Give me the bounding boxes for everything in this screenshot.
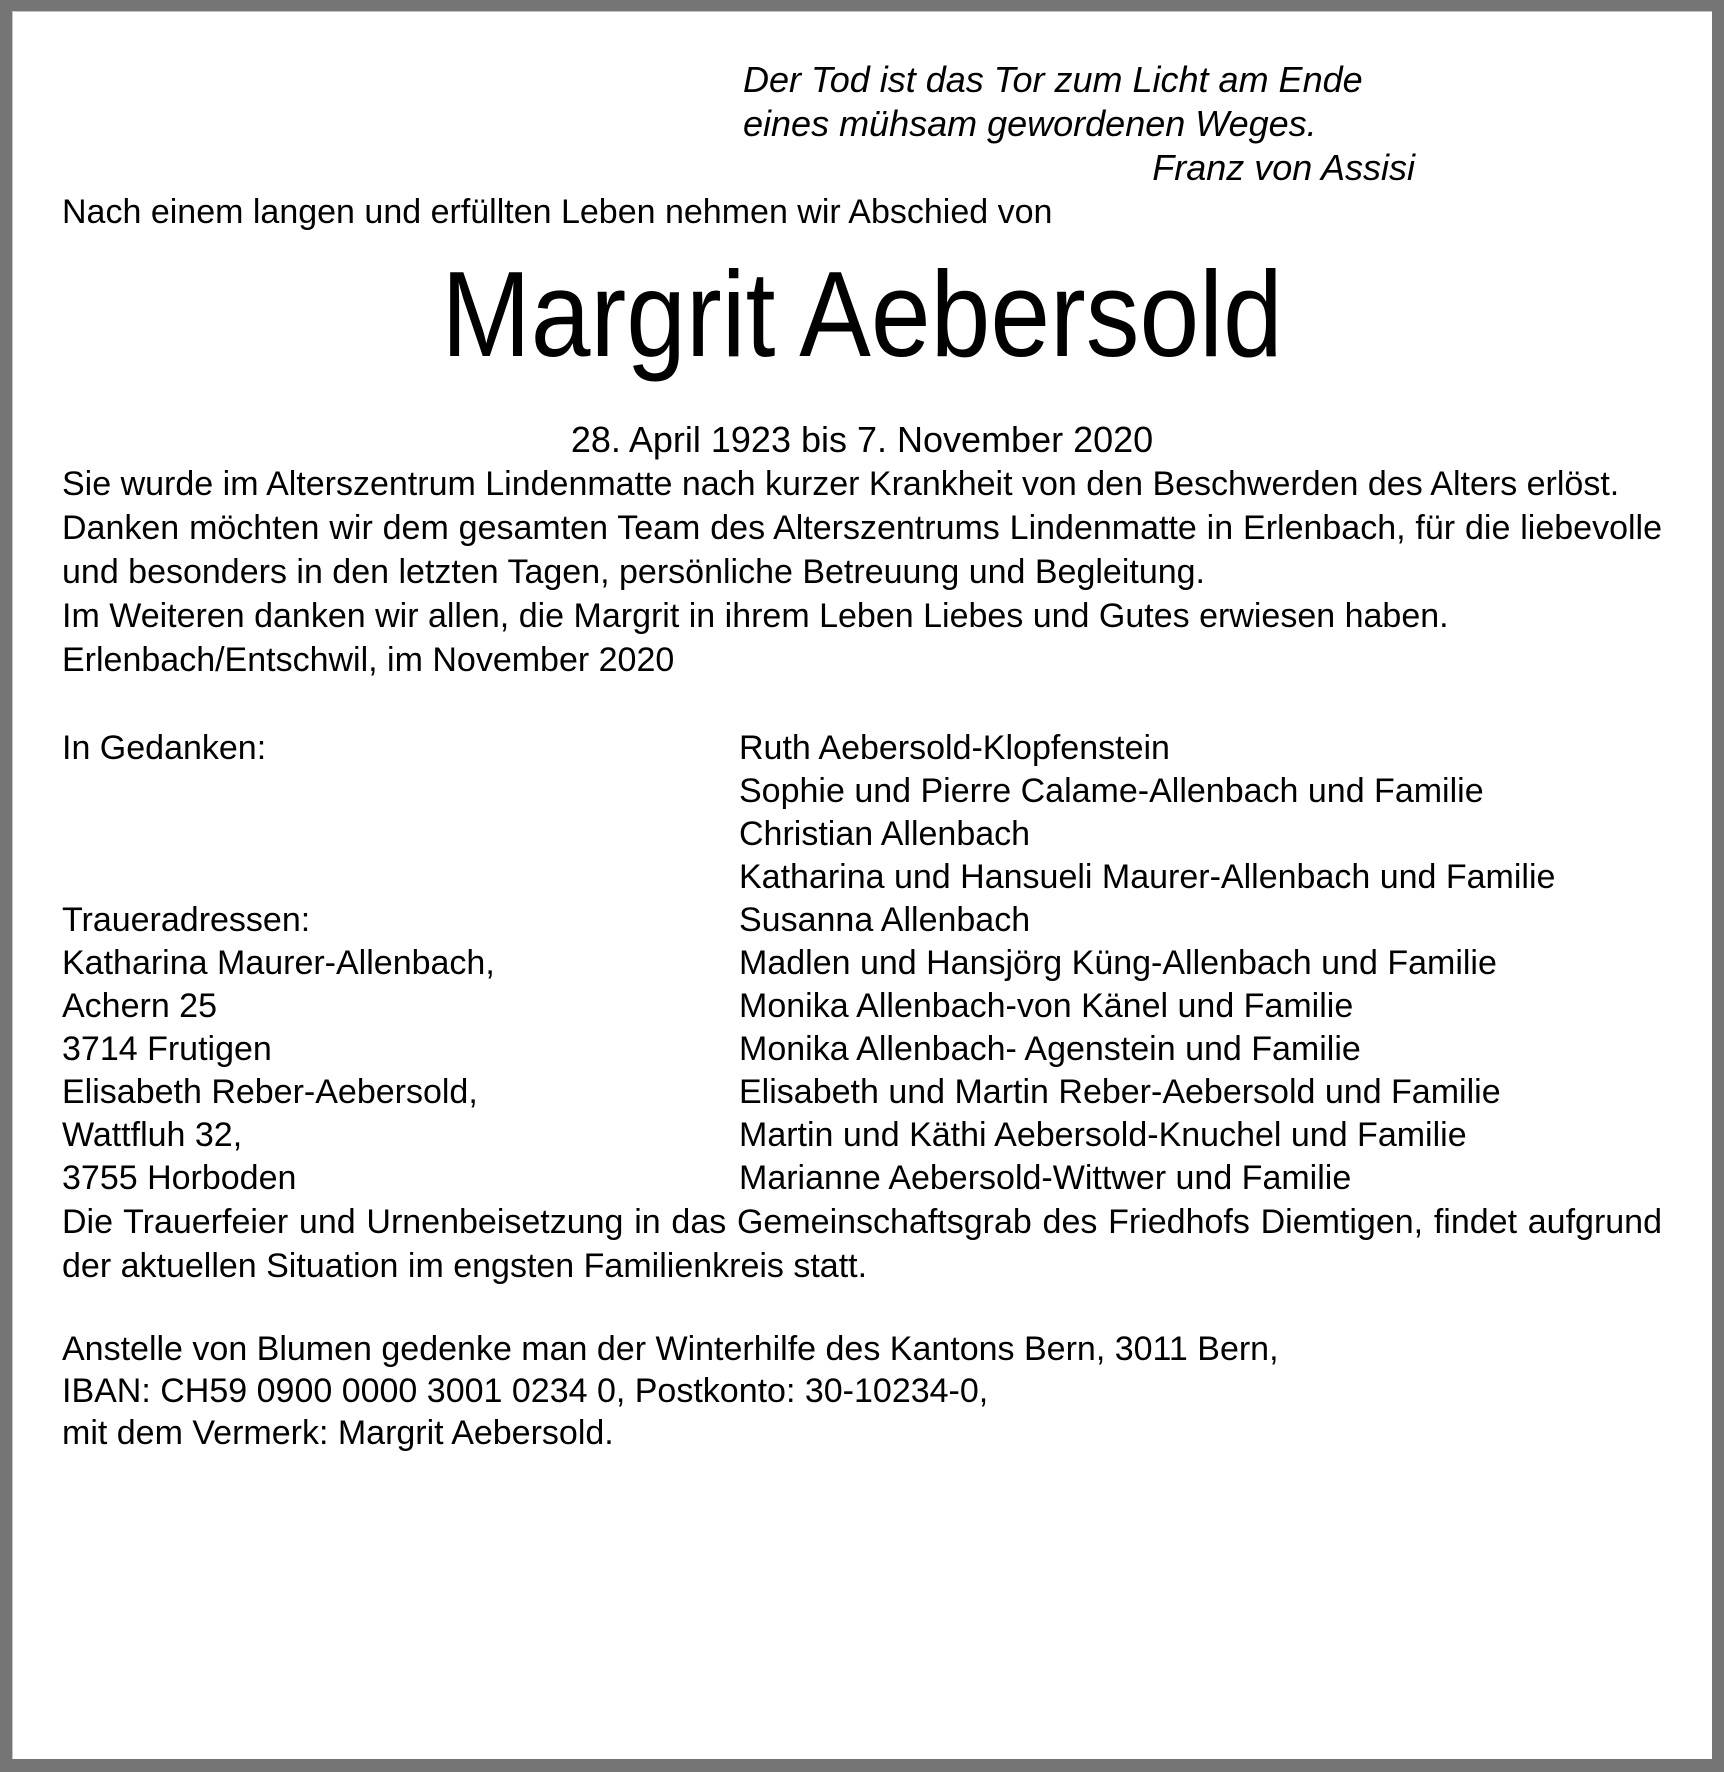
life-dates: 28. April 1923 bis 7. November 2020 <box>570 419 1154 460</box>
place-date-line: Erlenbach/Entschwil, im November 2020 <box>62 641 675 679</box>
mourning-row <box>62 1071 1662 1114</box>
mourning-row <box>62 856 1662 899</box>
mourning-row <box>62 813 1662 856</box>
mourning-row <box>62 727 1662 770</box>
mourning-row <box>62 1114 1662 1157</box>
mourner-name: Monika Allenbach-von Känel und Familie <box>739 987 1354 1025</box>
mourner-name: Monika Allenbach- Agenstein und Familie <box>739 1030 1361 1068</box>
mourner-name: Elisabeth und Martin Reber-Aebersold und Familie <box>739 1073 1501 1111</box>
donation-line: Anstelle von Blumen gedenke man der Winterhilfe des Kantons Bern, 3011 Bern, <box>62 1330 1279 1368</box>
epigraph-attribution: Franz von Assisi <box>1152 147 1415 188</box>
donation-line-reference: mit dem Vermerk: Margrit Aebersold. <box>62 1414 614 1452</box>
epigraph <box>743 58 1415 190</box>
mourning-left-label: Wattfluh 32, <box>62 1116 243 1154</box>
paragraph-death-circumstances: Sie wurde im Alterszentrum Lindenmatte nach kurzer Krankheit von den Beschwerden des Alters erlöst. <box>62 465 1620 503</box>
paragraph-thanks-team: Danken möchten wir dem gesamten Team des Alterszentrums Lindenmatte in Erlenbach, für die liebevolle und besonders in den letzten Tagen, persönliche Betreuung und Begleitung. <box>62 509 1662 591</box>
mourning-row <box>62 770 1662 813</box>
deceased-name <box>62 244 1662 384</box>
mourning-row <box>62 899 1662 942</box>
intro-line: Nach einem langen und erfüllten Leben nehmen wir Abschied von <box>62 193 1053 231</box>
mourning-row <box>62 1157 1662 1200</box>
donation-line-iban: IBAN: CH59 0900 0000 3001 0234 0, Postkonto: 30-10234-0, <box>62 1372 989 1410</box>
mourner-name: Christian Allenbach <box>739 815 1031 853</box>
mourner-name: Martin und Käthi Aebersold-Knuchel und Familie <box>739 1116 1467 1154</box>
obituary-content <box>12 11 1712 1454</box>
mourning-left-label: Achern 25 <box>62 987 217 1025</box>
mourner-name: Katharina und Hansueli Maurer-Allenbach und Familie <box>739 858 1556 896</box>
epigraph-line: eines mühsam gewordenen Weges. <box>743 103 1317 144</box>
donation-section <box>62 1328 1662 1454</box>
mourning-left-label: Elisabeth Reber-Aebersold, <box>62 1073 478 1111</box>
paragraph-thanks-all: Im Weiteren danken wir allen, die Margrit in ihrem Leben Liebes und Gutes erwiesen haben. <box>62 597 1449 635</box>
paragraph-funeral: Die Trauerfeier und Urnenbeisetzung in das Gemeinschaftsgrab des Friedhofs Diemtigen, findet aufgrund der aktuellen Situation im engsten Familienkreis statt. <box>62 1203 1662 1285</box>
mourner-name: Susanna Allenbach <box>739 901 1031 939</box>
mourning-left-label <box>62 813 739 856</box>
mourning-left-label: 3714 Frutigen <box>62 1030 272 1068</box>
mourning-row <box>62 1028 1662 1071</box>
mourner-name: Ruth Aebersold-Klopfenstein <box>739 729 1170 767</box>
mourning-left-label <box>62 856 739 899</box>
mourner-name: Madlen und Hansjörg Küng-Allenbach und Familie <box>739 944 1497 982</box>
mourning-left-label <box>62 770 739 813</box>
mourner-name: Marianne Aebersold-Wittwer und Familie <box>739 1159 1352 1197</box>
mourning-row <box>62 985 1662 1028</box>
mourning-left-label: Katharina Maurer-Allenbach, <box>62 944 495 982</box>
mourning-left-label: In Gedanken: <box>62 729 267 767</box>
mourning-section <box>62 727 1662 1200</box>
mourning-row <box>62 942 1662 985</box>
mourner-name: Sophie und Pierre Calame-Allenbach und Familie <box>739 772 1484 810</box>
mourning-left-label: Traueradressen: <box>62 901 311 939</box>
epigraph-line: Der Tod ist das Tor zum Licht am Ende <box>743 59 1363 100</box>
deceased-name-text: Margrit Aebersold <box>441 246 1283 382</box>
mourning-left-label: 3755 Horboden <box>62 1159 297 1197</box>
